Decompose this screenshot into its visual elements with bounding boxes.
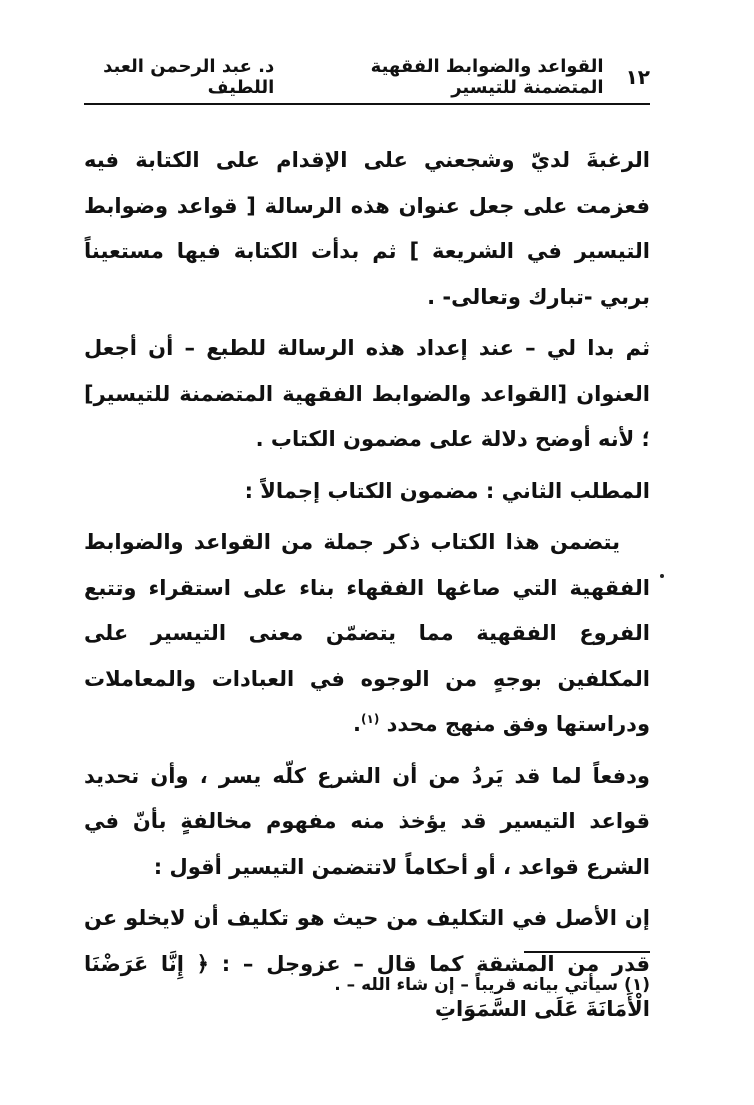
paragraph-5: إن الأصل في التكليف من حيث هو تكليف أن لايخلو عن قدر من المشقة كما قال – عزوجل – : ﴿ إِنَّا عَرَضْنَا الْأَمَانَةَ عَلَى السَّمَوَاتِ (84, 906, 650, 1021)
footnote-divider (524, 951, 650, 953)
main-text (84, 138, 650, 1033)
paragraph-3 (84, 520, 650, 748)
header-divider (84, 103, 650, 105)
paragraph-2: ثم بدا لي – عند إعداد هذه الرسالة للطبع – أن أجعل العنوان [القواعد والضوابط الفقهية المتضمنة للتيسير] ؛ لأنه أوضح دلالة على مضمون الكتاب . (84, 336, 650, 451)
running-title: القواعد والضوابط الفقهية المتضمنة للتيسير (370, 56, 604, 98)
running-author: د. عبد الرحمن العبد اللطيف (103, 56, 275, 98)
page-number: ١٢ (625, 65, 650, 89)
paragraph-4: ودفعاً لما قد يَردُ من أن الشرع كلّه يسر ، وأن تحديد قواعد التيسير قد يؤخذ منه مفهوم مخالفةٍ بأنّ في الشرع قواعد ، أو أحكاماً لاتتضمن التيسير أقول : (84, 763, 650, 879)
paragraph-3-text: يتضمن هذا الكتاب ذكر جملة من القواعد والضوابط الفقهية التي صاغها الفقهاء بناء على استقراء وتتبع الفروع الفقهية مما يتضمّن معنى التيسير على المكلفين بوجهٍ من الوجوه في العبادات والمعاملات ودراستها وفق منهج محدد (84, 530, 650, 736)
paragraph-3-end: . (353, 712, 362, 736)
footnote: (١) سيأتي بيانه قريباً – إن شاء الله – . (334, 975, 650, 995)
footnote-reference: (١) (361, 712, 380, 726)
page-header (84, 56, 650, 98)
section-heading: المطلب الثاني : مضمون الكتاب إجمالاً : (244, 478, 650, 503)
paragraph-1: الرغبةَ لديّ وشجعني على الإقدام على الكتابة فيه فعزمت على جعل عنوان هذه الرسالة [ قواعد وضوابط التيسير في الشريعة ] ثم بدأت الكتابة فيها مستعيناً بربي -تبارك وتعالى- . (84, 148, 650, 309)
scan-speck (660, 574, 664, 578)
